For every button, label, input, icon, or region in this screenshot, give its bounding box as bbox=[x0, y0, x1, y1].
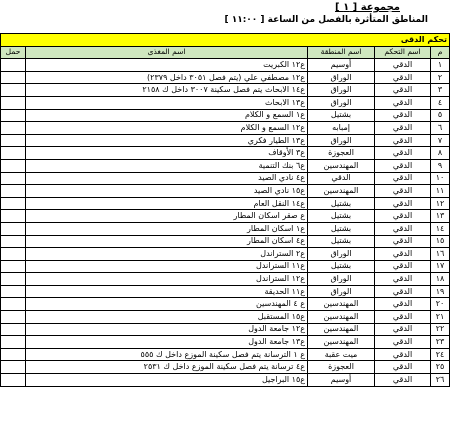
row-feeder: ع١٣ الطيار فكري bbox=[26, 134, 308, 147]
table-row bbox=[1, 109, 450, 122]
row-load bbox=[1, 84, 26, 97]
row-control: الدقي bbox=[375, 298, 431, 311]
row-load bbox=[1, 361, 26, 374]
table-row bbox=[1, 285, 450, 298]
row-area: المهندسين bbox=[308, 185, 375, 198]
row-number: ٢ bbox=[431, 71, 450, 84]
row-load bbox=[1, 260, 26, 273]
table-row bbox=[1, 361, 450, 374]
table-row bbox=[1, 185, 450, 198]
row-control: الدقي bbox=[375, 197, 431, 210]
row-load bbox=[1, 311, 26, 324]
row-feeder: ع٣ الأوقاف bbox=[26, 147, 308, 160]
row-number: ٢٦ bbox=[431, 374, 450, 387]
row-number: ٤ bbox=[431, 96, 450, 109]
row-area: الوراق bbox=[308, 285, 375, 298]
row-feeder: ع١١ الحديقة bbox=[26, 285, 308, 298]
row-control: الدقي bbox=[375, 185, 431, 198]
row-number: ١٩ bbox=[431, 285, 450, 298]
table-row bbox=[1, 210, 450, 223]
row-number: ١٧ bbox=[431, 260, 450, 273]
table-row bbox=[1, 323, 450, 336]
row-number: ١ bbox=[431, 59, 450, 72]
row-feeder: ع١٢ الستراندل bbox=[26, 273, 308, 286]
row-control: الدقي bbox=[375, 109, 431, 122]
col-header-load: حمل bbox=[1, 46, 26, 59]
row-feeder: ع٤ ترسانة يتم فصل سكينة الموزع داخل ك ٢٥٣١ bbox=[26, 361, 308, 374]
row-load bbox=[1, 248, 26, 261]
row-control: الدقي bbox=[375, 311, 431, 324]
table-row bbox=[1, 374, 450, 387]
row-area: بشتيل bbox=[308, 210, 375, 223]
row-feeder: ع١٣ الابحاث bbox=[26, 96, 308, 109]
row-number: ١١ bbox=[431, 185, 450, 198]
row-feeder: ع١٥ المستقبل bbox=[26, 311, 308, 324]
row-load bbox=[1, 109, 26, 122]
table-row bbox=[1, 197, 450, 210]
table-row bbox=[1, 248, 450, 261]
table-row bbox=[1, 222, 450, 235]
table-row bbox=[1, 311, 450, 324]
table-row bbox=[1, 273, 450, 286]
col-header-number: م bbox=[431, 46, 450, 59]
row-area: بشتيل bbox=[308, 197, 375, 210]
row-feeder: ع١٢ الكبريت bbox=[26, 59, 308, 72]
row-control: الدقي bbox=[375, 273, 431, 286]
row-feeder: ع١٣ جامعة الدول bbox=[26, 336, 308, 349]
row-number: ٢٣ bbox=[431, 336, 450, 349]
row-load bbox=[1, 323, 26, 336]
row-feeder: ع٤ نادي الصيد bbox=[26, 172, 308, 185]
row-feeder: ع١ اسكان المطار bbox=[26, 222, 308, 235]
row-load bbox=[1, 348, 26, 361]
col-header-area: اسم المنطقة bbox=[308, 46, 375, 59]
row-control: الدقي bbox=[375, 84, 431, 97]
row-number: ٢٢ bbox=[431, 323, 450, 336]
table-row bbox=[1, 260, 450, 273]
row-control: الدقي bbox=[375, 235, 431, 248]
row-number: ٨ bbox=[431, 147, 450, 160]
row-area: الوراق bbox=[308, 273, 375, 286]
group-title: مجموعة [ ١ ] bbox=[335, 2, 400, 13]
row-number: ٣ bbox=[431, 84, 450, 97]
row-area: بشتيل bbox=[308, 260, 375, 273]
row-number: ١٠ bbox=[431, 172, 450, 185]
row-load bbox=[1, 147, 26, 160]
row-control: الدقي bbox=[375, 222, 431, 235]
row-load bbox=[1, 96, 26, 109]
row-area: إمبابه bbox=[308, 122, 375, 135]
row-number: ٧ bbox=[431, 134, 450, 147]
row-area: الوراق bbox=[308, 84, 375, 97]
row-number: ٩ bbox=[431, 159, 450, 172]
row-load bbox=[1, 336, 26, 349]
row-load bbox=[1, 122, 26, 135]
row-control: الدقي bbox=[375, 260, 431, 273]
table-row bbox=[1, 147, 450, 160]
table-row bbox=[1, 96, 450, 109]
row-feeder: ع١٤ الابحاث يتم فصل سكينة ٣٠٠٧ داخل ك ٢١٥٨ bbox=[26, 84, 308, 97]
row-control: الدقي bbox=[375, 248, 431, 261]
row-number: ٦ bbox=[431, 122, 450, 135]
row-feeder: ع١٥ نادي الصيد bbox=[26, 185, 308, 198]
row-area: المهندسين bbox=[308, 323, 375, 336]
row-load bbox=[1, 298, 26, 311]
row-feeder: ع ١ الترسانة يتم فصل سكينة الموزع داخل ك ٥٥٥ bbox=[26, 348, 308, 361]
table-row bbox=[1, 122, 450, 135]
row-area: بشتيل bbox=[308, 222, 375, 235]
table-row bbox=[1, 71, 450, 84]
table-row bbox=[1, 348, 450, 361]
table-row bbox=[1, 159, 450, 172]
row-area: الوراق bbox=[308, 134, 375, 147]
row-load bbox=[1, 210, 26, 223]
col-header-control: اسم التحكم bbox=[375, 46, 431, 59]
table-row bbox=[1, 84, 450, 97]
row-area: المهندسين bbox=[308, 336, 375, 349]
row-load bbox=[1, 172, 26, 185]
table-row bbox=[1, 298, 450, 311]
row-feeder: ع١٢ السمع و الكلام bbox=[26, 122, 308, 135]
row-area: العجوزة bbox=[308, 147, 375, 160]
row-area: بشتيل bbox=[308, 235, 375, 248]
row-load bbox=[1, 285, 26, 298]
row-load bbox=[1, 134, 26, 147]
row-number: ١٤ bbox=[431, 222, 450, 235]
row-feeder: ع١٥ البراجيل bbox=[26, 374, 308, 387]
row-number: ١٥ bbox=[431, 235, 450, 248]
row-control: الدقي bbox=[375, 336, 431, 349]
row-area: المهندسين bbox=[308, 311, 375, 324]
row-area: العجوزة bbox=[308, 361, 375, 374]
row-load bbox=[1, 273, 26, 286]
row-area: بشتيل bbox=[308, 109, 375, 122]
row-feeder: ع١١ الستراندل bbox=[26, 260, 308, 273]
row-feeder: ع٤ اسكان المطار bbox=[26, 235, 308, 248]
row-number: ١٦ bbox=[431, 248, 450, 261]
row-control: الدقي bbox=[375, 285, 431, 298]
section-banner bbox=[1, 34, 450, 47]
row-load bbox=[1, 222, 26, 235]
row-feeder: ع١٤ النقل العام bbox=[26, 197, 308, 210]
row-number: ١٨ bbox=[431, 273, 450, 286]
table-row bbox=[1, 134, 450, 147]
row-load bbox=[1, 185, 26, 198]
outage-table bbox=[0, 33, 450, 387]
row-control: الدقي bbox=[375, 374, 431, 387]
row-feeder: ع٢ الستراندل bbox=[26, 248, 308, 261]
table-row bbox=[1, 172, 450, 185]
table-row bbox=[1, 336, 450, 349]
row-area: الوراق bbox=[308, 96, 375, 109]
row-control: الدقي bbox=[375, 59, 431, 72]
row-load bbox=[1, 59, 26, 72]
row-area: أوسيم bbox=[308, 59, 375, 72]
row-control: الدقي bbox=[375, 122, 431, 135]
row-load bbox=[1, 159, 26, 172]
row-control: الدقي bbox=[375, 323, 431, 336]
col-header-feeder: اسم المغذى bbox=[26, 46, 308, 59]
row-area: الوراق bbox=[308, 248, 375, 261]
row-control: الدقي bbox=[375, 172, 431, 185]
row-number: ١٢ bbox=[431, 197, 450, 210]
row-control: الدقي bbox=[375, 71, 431, 84]
table-header-row bbox=[1, 46, 450, 59]
section-label: تحكم الدقى bbox=[1, 34, 450, 47]
row-load bbox=[1, 235, 26, 248]
row-control: الدقي bbox=[375, 348, 431, 361]
table-row bbox=[1, 235, 450, 248]
row-feeder: ع١٢ مصطفي علي (يتم فصل ٣٠٥١ داخل ٢٣٧٩) bbox=[26, 71, 308, 84]
row-load bbox=[1, 374, 26, 387]
row-load bbox=[1, 71, 26, 84]
row-area: الوراق bbox=[308, 71, 375, 84]
row-area: أوسيم bbox=[308, 374, 375, 387]
row-area: ميت عقبة bbox=[308, 348, 375, 361]
table-row bbox=[1, 59, 450, 72]
row-number: ٢١ bbox=[431, 311, 450, 324]
row-area: المهندسين bbox=[308, 159, 375, 172]
row-control: الدقي bbox=[375, 210, 431, 223]
row-feeder: ع٦ بنك التنمية bbox=[26, 159, 308, 172]
row-feeder: ع صقر اسكان المطار bbox=[26, 210, 308, 223]
row-number: ١٣ bbox=[431, 210, 450, 223]
row-area: الدقي bbox=[308, 172, 375, 185]
row-number: ٢٤ bbox=[431, 348, 450, 361]
row-feeder: ع١ السمع و الكلام bbox=[26, 109, 308, 122]
row-number: ٥ bbox=[431, 109, 450, 122]
row-number: ٢٠ bbox=[431, 298, 450, 311]
row-feeder: ع١٢ جامعة الدول bbox=[26, 323, 308, 336]
row-control: الدقي bbox=[375, 147, 431, 160]
row-control: الدقي bbox=[375, 134, 431, 147]
row-control: الدقي bbox=[375, 159, 431, 172]
row-control: الدقي bbox=[375, 96, 431, 109]
row-feeder: ع ٤ المهندسين bbox=[26, 298, 308, 311]
outage-subtitle: المناطق المتأثرة بالفصل من الساعة [ ١١:٠٠ ] bbox=[224, 15, 428, 25]
row-control: الدقي bbox=[375, 361, 431, 374]
row-number: ٢٥ bbox=[431, 361, 450, 374]
row-load bbox=[1, 197, 26, 210]
row-area: المهندسين bbox=[308, 298, 375, 311]
